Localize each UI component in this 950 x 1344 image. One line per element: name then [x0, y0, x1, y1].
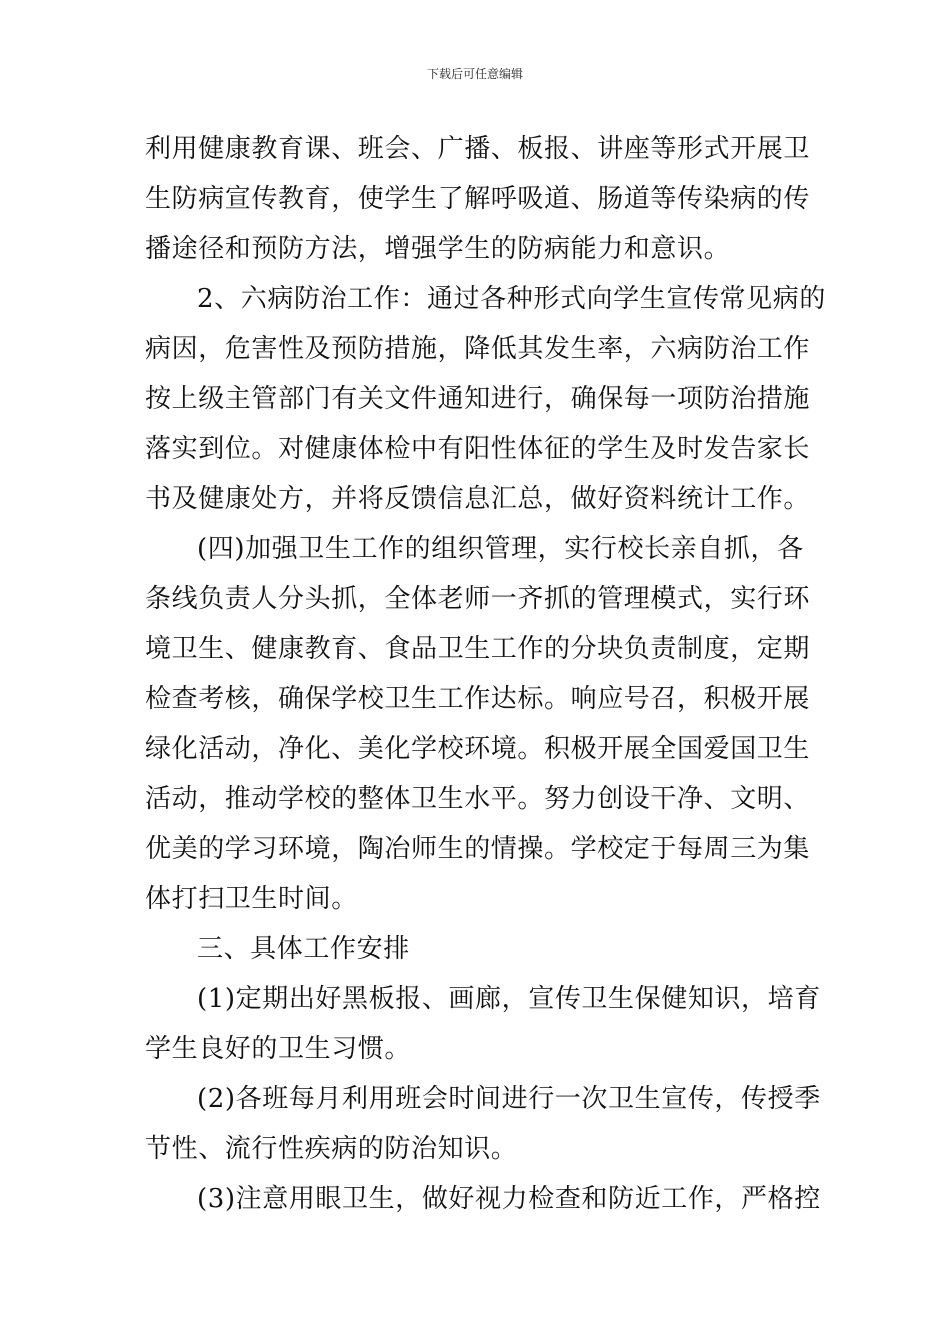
paragraph — [145, 274, 826, 524]
text-line: 检查考核，确保学校卫生工作达标。响应号召，积极开展 — [145, 684, 811, 714]
text-line: (1)定期出好黑板报、画廊，宣传卫生保健知识，培育 — [197, 984, 821, 1014]
text-line: (2)各班每月利用班会时间进行一次卫生宣传，传授季 — [197, 1084, 821, 1114]
text-line: 书及健康处方，并将反馈信息汇总，做好资料统计工作。 — [145, 484, 811, 514]
paragraph — [145, 524, 810, 924]
paragraph — [145, 974, 821, 1074]
text-line: (3)注意用眼卫生，做好视力检查和防近工作，严格控 — [197, 1184, 821, 1214]
text-line: 学生良好的卫生习惯。 — [145, 1034, 412, 1064]
text-line: 2、六病防治工作：通过各种形式向学生宣传常见病的 — [197, 284, 826, 314]
text-line: 按上级主管部门有关文件通知进行，确保每一项防治措施 — [145, 384, 811, 414]
paragraph — [145, 124, 810, 274]
text-line: 节性、流行性疾病的防治知识。 — [145, 1134, 518, 1164]
text-line: 绿化活动，净化、美化学校环境。积极开展全国爱国卫生 — [145, 734, 811, 764]
text-line: 三、具体工作安排 — [197, 934, 410, 964]
text-line: (四)加强卫生工作的组织管理，实行校长亲自抓，各 — [197, 534, 804, 564]
page-header-note: 下载后可任意编辑 — [426, 67, 523, 81]
text-line: 落实到位。对健康体检中有阳性体征的学生及时发告家长 — [145, 434, 811, 464]
text-line: 病因，危害性及预防措施，降低其发生率，六病防治工作 — [145, 334, 811, 364]
section-heading — [145, 924, 810, 974]
text-line: 体打扫卫生时间。 — [145, 884, 358, 914]
text-line: 播途径和预防方法，增强学生的防病能力和意识。 — [145, 234, 731, 264]
paragraph — [145, 1074, 821, 1174]
text-line: 优美的学习环境，陶冶师生的情操。学校定于每周三为集 — [145, 834, 811, 864]
paragraph — [145, 1174, 821, 1224]
document-body — [145, 124, 826, 1224]
text-line: 生防病宣传教育，使学生了解呼吸道、肠道等传染病的传 — [145, 184, 811, 214]
text-line: 条线负责人分头抓，全体老师一齐抓的管理模式，实行环 — [145, 584, 811, 614]
text-line: 活动，推动学校的整体卫生水平。努力创设干净、文明、 — [145, 784, 811, 814]
text-line: 利用健康教育课、班会、广播、板报、讲座等形式开展卫 — [145, 134, 811, 164]
text-line: 境卫生、健康教育、食品卫生工作的分块负责制度，定期 — [145, 634, 811, 664]
